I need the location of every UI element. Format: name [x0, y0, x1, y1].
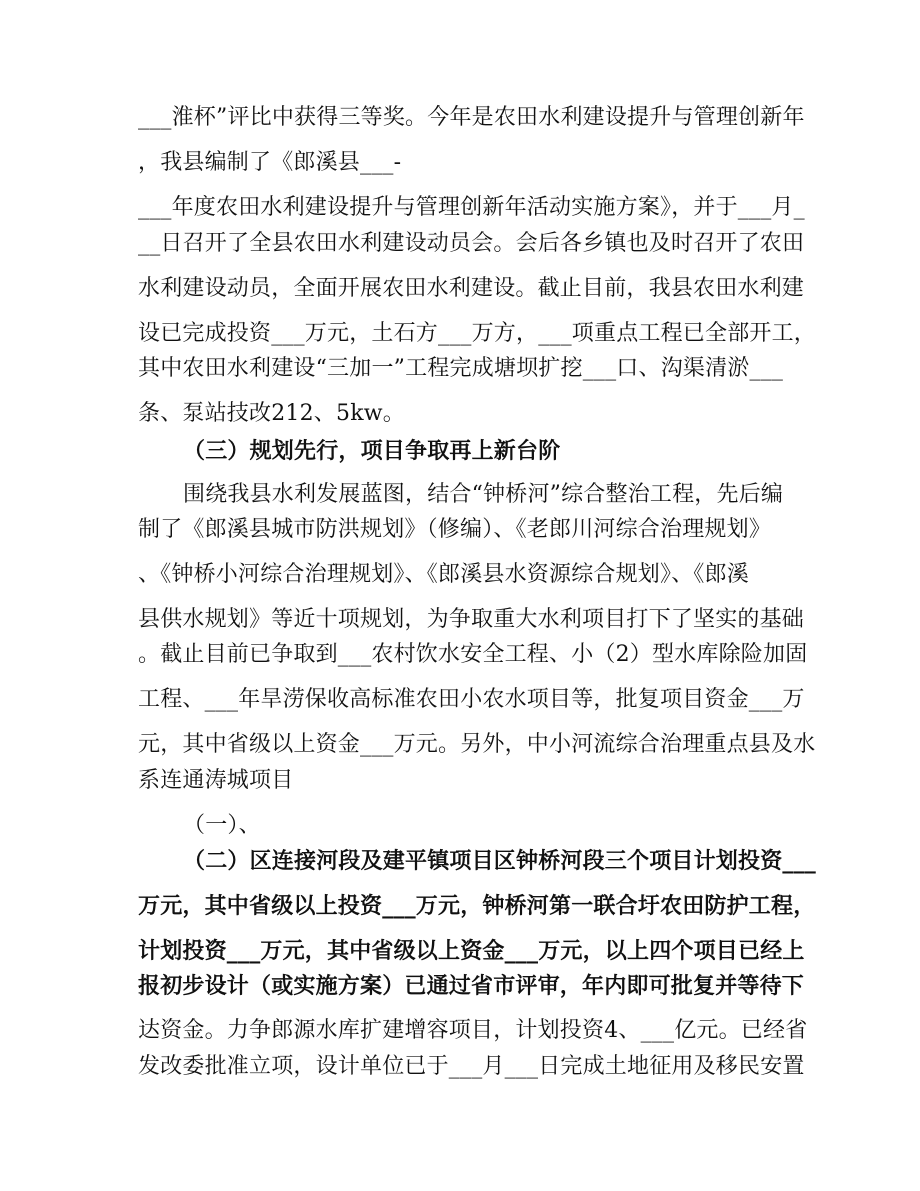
bold-text-line: 计划投资___万元，其中省级以上资金___万元，以上四个项目已经上	[138, 938, 805, 964]
body-text-line: 发改委批准立项，设计单位已于___月___日完成土地征用及移民安置	[138, 1054, 805, 1079]
body-text-line: ___年度农田水利建设提升与管理创新年活动实施方案》，并于___月_	[138, 195, 805, 220]
body-text-line: ，我县编制了《郎溪县___-	[138, 150, 402, 175]
body-text-line: 制了《郎溪县城市防洪规划》（修编）、《老郎川河综合治理规划》	[138, 517, 772, 542]
section-heading: （三）规划先行，项目争取再上新台阶	[183, 438, 561, 464]
body-text-line: 设已完成投资___万元，土石方___万方，___项重点工程已全部开工，	[138, 321, 817, 346]
body-text-line: __日召开了全县农田水利建设动员会。会后各乡镇也及时召开了农田	[138, 231, 805, 256]
body-text-line: 达资金。力争郎源水库扩建增容项目，计划投资4、___亿元。已经省	[138, 1018, 808, 1043]
body-text-line: 县供水规划》等近十项规划，为争取重大水利项目打下了坚实的基础	[138, 607, 805, 632]
bold-text-line: 报初步设计（或实施方案）已通过省市评审，年内即可批复并等待下	[138, 973, 805, 999]
bold-text-line: 万元，其中省级以上投资___万元，钟桥河第一联合圩农田防护工程，	[138, 893, 816, 919]
body-text-line: 条、泵站技改212、5kw。	[138, 401, 405, 426]
body-text-line: 围绕我县水利发展蓝图，结合“钟桥河”综合整治工程，先后编	[183, 482, 784, 507]
bold-text-line: （二）区连接河段及建平镇项目区钟桥河段三个项目计划投资___	[183, 848, 817, 874]
list-item-label: （一）、	[183, 813, 261, 838]
body-text-line: 系连通涛城项目	[138, 768, 294, 793]
body-text-line: 水利建设动员，全面开展农田水利建设。截止目前，我县农田水利建	[138, 276, 805, 301]
body-text-line: 、《钟桥小河综合治理规划》、《郎溪县水资源综合规划》、《郎溪	[138, 562, 750, 587]
body-text-line: 。截止目前已争取到___农村饮水安全工程、小（2）型水库除险加固	[138, 642, 808, 667]
body-text-line: ___淮杯”评比中获得三等奖。今年是农田水利建设提升与管理创新年	[138, 105, 805, 130]
body-text-line: 其中农田水利建设“三加一”工程完成塘坝扩挖___口、沟渠清淤___	[138, 356, 784, 381]
body-text-line: 工程、___年旱涝保收高标准农田小农水项目等，批复项目资金___万	[138, 687, 805, 712]
body-text-line: 元，其中省级以上资金___万元。另外，中小河流综合治理重点县及水	[138, 732, 816, 757]
